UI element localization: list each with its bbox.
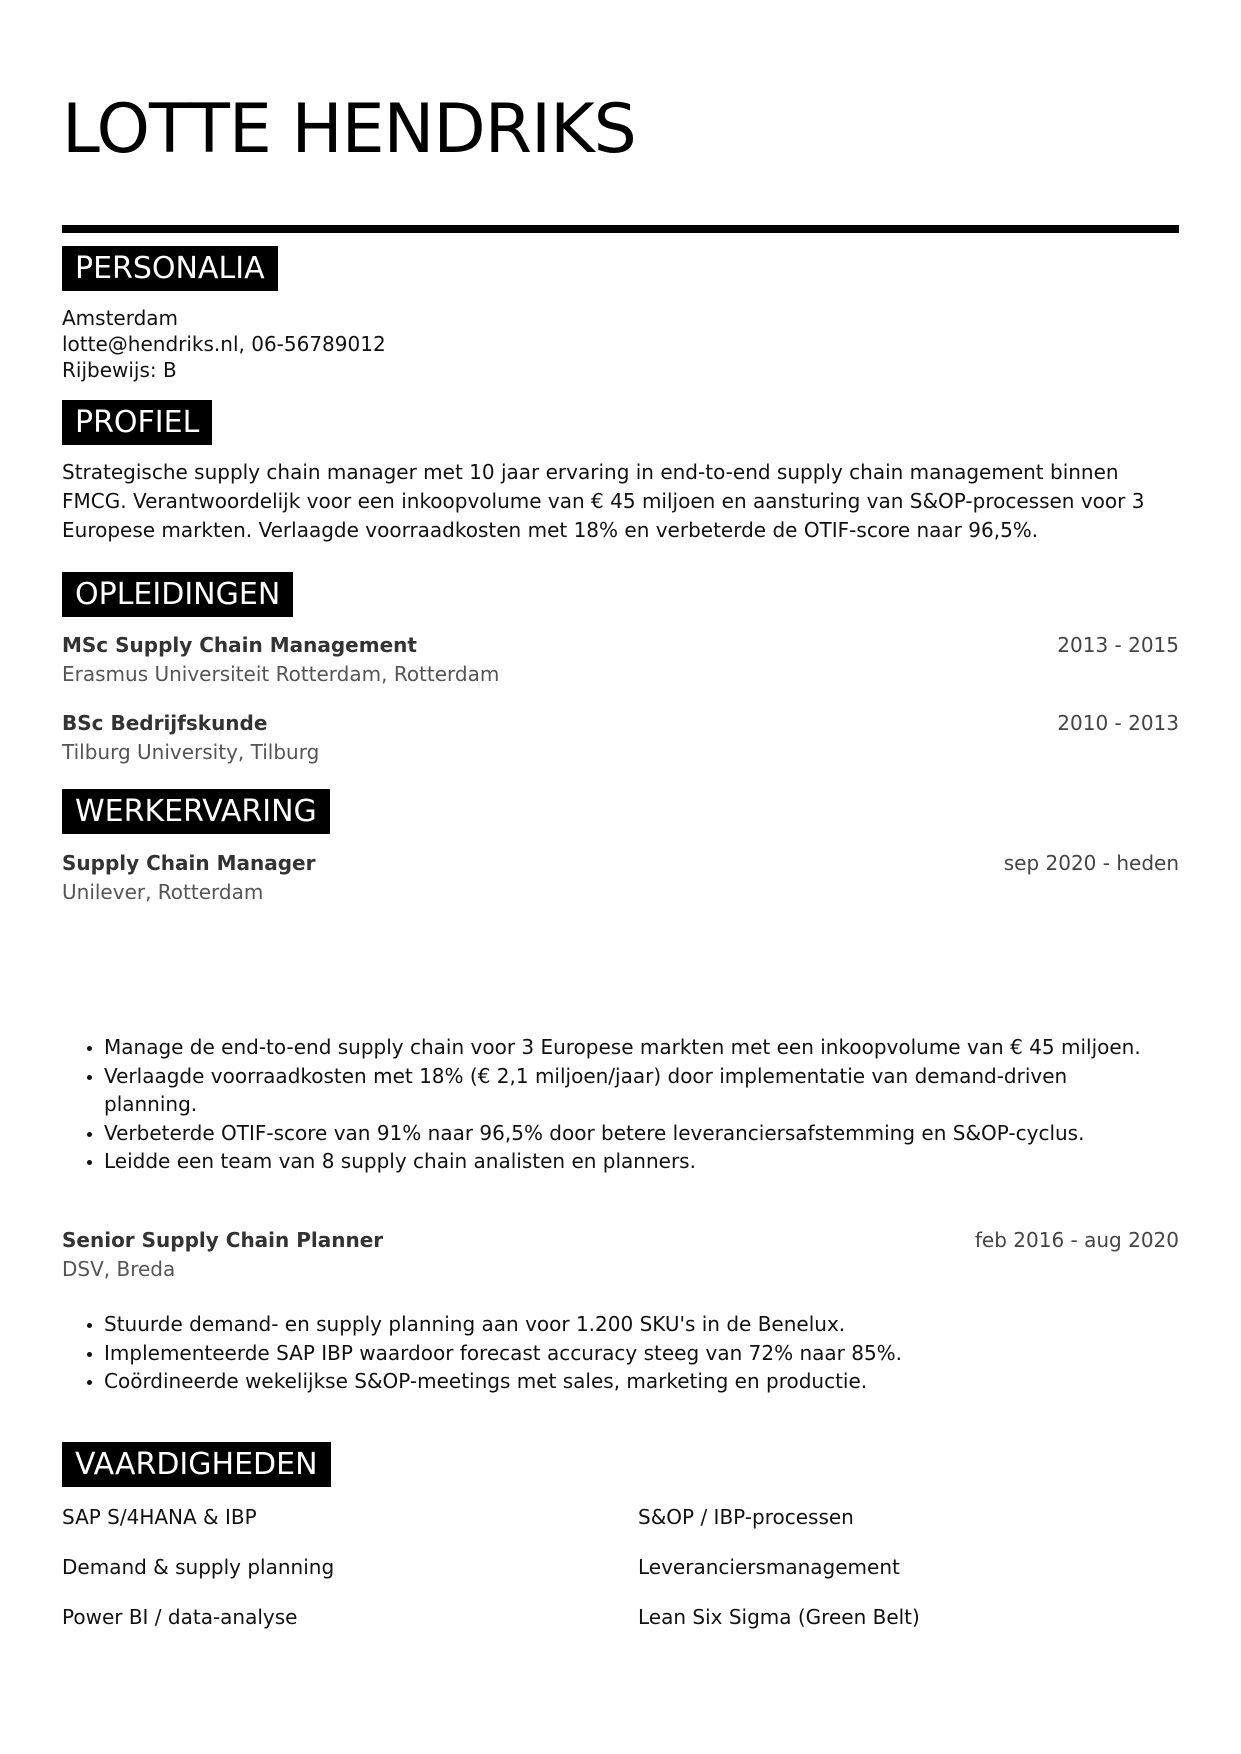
header-divider bbox=[62, 225, 1179, 233]
experience-title: Supply Chain Manager bbox=[62, 851, 316, 875]
experience-bullet: • Verlaagde voorraadkosten met 18% (€ 2,1 miljoen/jaar) door implementatie van demand-driven planning. bbox=[104, 1062, 1164, 1119]
experience-bullet: • Verbeterde OTIF-score van 91% naar 96,5% door betere leveranciersafstemming en S&OP-cyclus. bbox=[104, 1119, 1164, 1148]
personal-contact: lotte@hendriks.nl, 06-56789012 bbox=[62, 332, 386, 356]
candidate-name: LOTTE HENDRIKS bbox=[62, 90, 636, 169]
skill-item: Power BI / data-analyse bbox=[62, 1605, 298, 1629]
section-heading-werkervaring: WERKERVARING bbox=[62, 789, 330, 834]
personal-city: Amsterdam bbox=[62, 306, 179, 330]
experience-bullet: • Implementeerde SAP IBP waardoor forecast accuracy steeg van 72% naar 85%. bbox=[104, 1339, 1164, 1368]
education-entry bbox=[62, 709, 1179, 767]
experience-period: sep 2020 - heden bbox=[1003, 851, 1179, 875]
education-institution: Erasmus Universiteit Rotterdam, Rotterdam bbox=[62, 662, 500, 686]
experience-bullets bbox=[62, 1310, 1164, 1396]
section-heading-profiel: PROFIEL bbox=[62, 400, 212, 445]
education-period: 2013 - 2015 bbox=[1057, 633, 1179, 657]
personal-license: Rijbewijs: B bbox=[62, 358, 177, 382]
experience-entry bbox=[62, 849, 1179, 907]
experience-bullet: • Leidde een team van 8 supply chain analisten en planners. bbox=[104, 1147, 1164, 1176]
experience-bullets bbox=[62, 1033, 1164, 1176]
section-heading-opleidingen: OPLEIDINGEN bbox=[62, 572, 293, 617]
section-heading-vaardigheden: VAARDIGHEDEN bbox=[62, 1442, 331, 1487]
education-period: 2010 - 2013 bbox=[1057, 711, 1179, 735]
experience-company: Unilever, Rotterdam bbox=[62, 880, 264, 904]
skill-item: S&OP / IBP-processen bbox=[638, 1505, 854, 1529]
skill-item: SAP S/4HANA & IBP bbox=[62, 1505, 257, 1529]
profile-summary: Strategische supply chain manager met 10 jaar ervaring in end-to-end supply chain management binnen FMCG. Verantwoordelijk voor een inkoopvolume van € 45 miljoen en aansturing van S&OP-processen voor 3 Europese markten. Verlaagde voorraadkosten met 18% en verbeterde de OTIF-score naar 96,5%. bbox=[62, 460, 1145, 542]
experience-bullet: • Coördineerde wekelijkse S&OP-meetings met sales, marketing en productie. bbox=[104, 1367, 1164, 1396]
skill-item: Demand & supply planning bbox=[62, 1555, 335, 1579]
education-degree: MSc Supply Chain Management bbox=[62, 633, 417, 657]
experience-entry bbox=[62, 1226, 1179, 1284]
education-degree: BSc Bedrijfskunde bbox=[62, 711, 268, 735]
section-heading-personalia: PERSONALIA bbox=[62, 246, 278, 291]
experience-bullet: • Stuurde demand- en supply planning aan voor 1.200 SKU's in de Benelux. bbox=[104, 1310, 1164, 1339]
education-entry bbox=[62, 631, 1179, 689]
education-institution: Tilburg University, Tilburg bbox=[62, 740, 320, 764]
skill-item: Leveranciersmanagement bbox=[638, 1555, 900, 1579]
skill-item: Lean Six Sigma (Green Belt) bbox=[638, 1605, 920, 1629]
experience-period: feb 2016 - aug 2020 bbox=[974, 1228, 1179, 1252]
experience-company: DSV, Breda bbox=[62, 1257, 176, 1281]
experience-title: Senior Supply Chain Planner bbox=[62, 1228, 384, 1252]
experience-bullet: • Manage de end-to-end supply chain voor 3 Europese markten met een inkoopvolume van € 45 miljoen. bbox=[104, 1033, 1164, 1062]
